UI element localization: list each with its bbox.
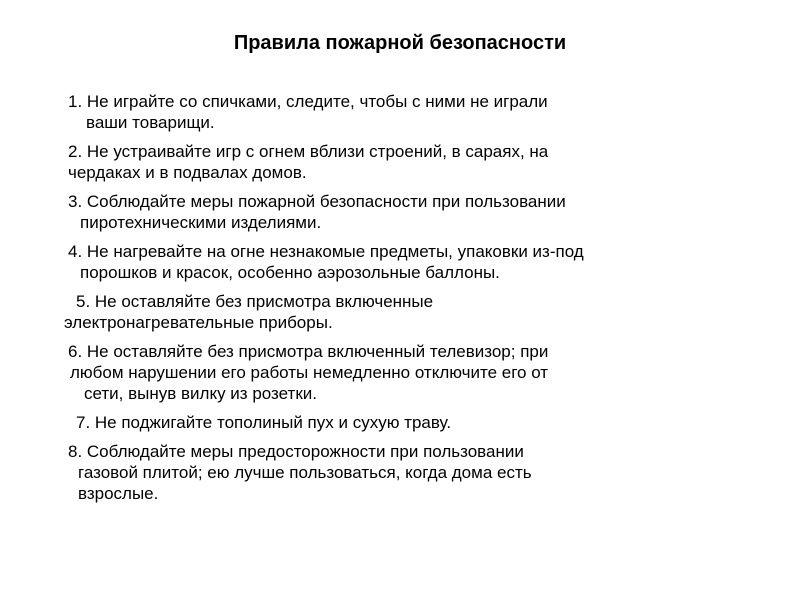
rule-item (64, 91, 714, 133)
rule-line: электронагревательные приборы. (64, 313, 333, 332)
rule-line: 3. Соблюдайте меры пожарной безопасности при пользовании (68, 192, 566, 211)
rule-item (64, 141, 714, 183)
rule-item (64, 241, 714, 283)
rule-line: 2. Не устраивайте игр с огнем вблизи строений, в сараях, на (68, 142, 549, 161)
rule-line: газовой плитой; ею лучше пользоваться, когда дома есть (78, 463, 532, 482)
rule-item (64, 412, 714, 433)
rule-item (64, 291, 714, 333)
rule-line: 8. Соблюдайте меры предосторожности при пользовании (68, 442, 524, 461)
rule-line: чердаках и в подвалах домов. (68, 163, 307, 182)
rules-list (64, 91, 714, 512)
rule-line: пиротехническими изделиями. (80, 213, 322, 232)
rule-line: 4. Не нагревайте на огне незнакомые предметы, упаковки из-под (68, 242, 584, 261)
rule-line: ваши товарищи. (86, 113, 215, 132)
slide-title: Правила пожарной безопасности (233, 32, 567, 54)
rule-line: взрослые. (78, 484, 159, 503)
rule-item (64, 341, 714, 404)
rule-line: 1. Не играйте со спичками, следите, чтобы с ними не играли (68, 92, 548, 111)
rule-line: 7. Не поджигайте тополиный пух и сухую траву. (76, 413, 452, 432)
rule-line: 5. Не оставляйте без присмотра включенные (76, 292, 434, 311)
rule-line: сети, вынув вилку из розетки. (84, 384, 317, 403)
rule-line: порошков и красок, особенно аэрозольные баллоны. (80, 263, 500, 282)
rule-line: 6. Не оставляйте без присмотра включенный телевизор; при (68, 342, 549, 361)
rule-item (64, 191, 714, 233)
rule-line: любом нарушении его работы немедленно отключите его от (70, 363, 549, 382)
rule-item (64, 441, 714, 504)
